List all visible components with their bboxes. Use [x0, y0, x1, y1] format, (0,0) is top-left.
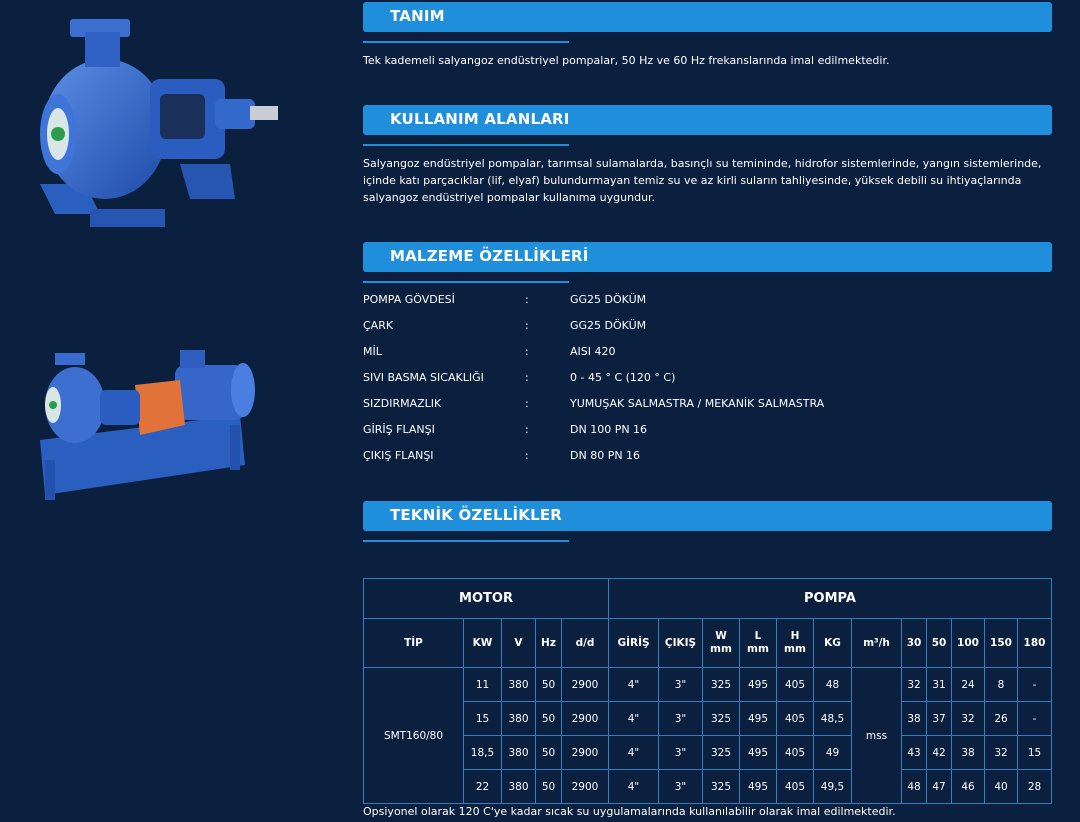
section-header-malzeme: [363, 242, 1052, 272]
cell-flow-30: 38: [902, 702, 927, 736]
section-header-tanim: [363, 2, 1052, 32]
spec-colon: :: [525, 371, 529, 384]
table-row: [364, 702, 1052, 736]
cell-v: 380: [502, 770, 536, 804]
cell-hz: 50: [536, 736, 562, 770]
header-hz: Hz: [536, 619, 562, 668]
cell-flow-50: 47: [927, 770, 952, 804]
header-l-unit: mm: [747, 643, 769, 655]
cell-hz: 50: [536, 702, 562, 736]
pump-image: [30, 14, 280, 239]
header-w-label: W: [715, 630, 727, 642]
section-title: TANIM: [390, 7, 445, 25]
table-row: [364, 668, 1052, 702]
cell-w: 325: [703, 736, 740, 770]
cell-dd: 2900: [562, 736, 609, 770]
cell-hz: 50: [536, 770, 562, 804]
spec-colon: :: [525, 423, 529, 436]
section-header-teknik: [363, 501, 1052, 531]
cell-kg: 48: [814, 668, 852, 702]
spec-colon: :: [525, 397, 529, 410]
cell-flow-150: 32: [985, 736, 1018, 770]
header-flow-50: 50: [927, 619, 952, 668]
cell-kw: 22: [464, 770, 502, 804]
spec-label: SIVI BASMA SICAKLIĞI: [363, 371, 484, 384]
cell-kg: 49: [814, 736, 852, 770]
cell-kg: 48,5: [814, 702, 852, 736]
cell-flow-100: 46: [952, 770, 985, 804]
spec-colon: :: [525, 293, 529, 306]
header-dd: d/d: [562, 619, 609, 668]
cell-kw: 15: [464, 702, 502, 736]
cell-hz: 50: [536, 668, 562, 702]
header-kg: KG: [814, 619, 852, 668]
spec-label: MİL: [363, 345, 382, 358]
cell-w: 325: [703, 770, 740, 804]
cell-cikis: 3": [659, 702, 703, 736]
section-underline: [363, 540, 569, 542]
spec-value: GG25 DÖKÜM: [570, 293, 647, 306]
section-title: KULLANIM ALANLARI: [390, 110, 570, 128]
technical-table: [363, 578, 1052, 804]
section-underline: [363, 281, 569, 283]
header-kw: KW: [464, 619, 502, 668]
cell-dd: 2900: [562, 702, 609, 736]
cell-v: 380: [502, 668, 536, 702]
table-group-row: [364, 579, 1052, 619]
cell-dd: 2900: [562, 668, 609, 702]
spec-value: GG25 DÖKÜM: [570, 319, 647, 332]
cell-flow-180: -: [1018, 668, 1052, 702]
header-flow-150: 150: [985, 619, 1018, 668]
header-flow-180: 180: [1018, 619, 1052, 668]
table-footnote: Opsiyonel olarak 120 C'ye kadar sıcak su uygulamalarında kullanılabilir olarak imal edilmektedir.: [363, 805, 896, 818]
header-w-unit: mm: [710, 643, 732, 655]
cell-v: 380: [502, 736, 536, 770]
spec-label: ÇARK: [363, 319, 394, 332]
cell-flow-30: 32: [902, 668, 927, 702]
header-tip: TİP: [364, 619, 464, 668]
cell-kw: 18,5: [464, 736, 502, 770]
kullanim-text: Salyangoz endüstriyel pompalar, tarımsal sulamalarda, basınçlı su temininde, hidrofor sistemlerinde, yangın sistemlerinde, içinde katı parçacıklar (lif, elyaf) bulundurmayan temiz su ve az kirli suların tahliyesinde, yüksek debili su ihtiyaçlarında salyangoz endüstriyel pompalar kullanıma uygundur.: [363, 157, 1042, 204]
cell-cikis: 3": [659, 736, 703, 770]
cell-giris: 4": [609, 770, 659, 804]
cell-dd: 2900: [562, 770, 609, 804]
cell-flow-100: 38: [952, 736, 985, 770]
group-header-pompa: POMPA: [609, 579, 1052, 619]
header-giris: GİRİŞ: [609, 619, 659, 668]
spec-colon: :: [525, 319, 529, 332]
cell-l: 495: [740, 736, 777, 770]
cell-flow-100: 24: [952, 668, 985, 702]
spec-label: SIZDIRMAZLIK: [363, 397, 442, 410]
cell-giris: 4": [609, 668, 659, 702]
header-m3h: m³/h: [852, 619, 902, 668]
cell-l: 495: [740, 702, 777, 736]
cell-h: 405: [777, 770, 814, 804]
header-cikis: ÇIKIŞ: [659, 619, 703, 668]
cell-l: 495: [740, 770, 777, 804]
section-title: MALZEME ÖZELLİKLERİ: [390, 247, 589, 265]
cell-flow-150: 8: [985, 668, 1018, 702]
spec-colon: :: [525, 345, 529, 358]
cell-tip: SMT160/80: [364, 668, 464, 804]
cell-h: 405: [777, 668, 814, 702]
header-h: [777, 619, 814, 668]
cell-w: 325: [703, 668, 740, 702]
spec-value: YUMUŞAK SALMASTRA / MEKANİK SALMASTRA: [570, 397, 825, 410]
cell-flow-30: 48: [902, 770, 927, 804]
header-l-label: L: [754, 630, 762, 642]
table-header-row: [364, 619, 1052, 668]
spec-value: 0 - 45 ° C (120 ° C): [570, 371, 676, 384]
section-title: TEKNİK ÖZELLİKLER: [390, 506, 563, 524]
cell-kw: 11: [464, 668, 502, 702]
table-row: [364, 770, 1052, 804]
cell-flow-150: 40: [985, 770, 1018, 804]
cell-flow-150: 26: [985, 702, 1018, 736]
section-underline: [363, 41, 569, 43]
cell-h: 405: [777, 736, 814, 770]
cell-flow-50: 42: [927, 736, 952, 770]
section-underline: [363, 144, 569, 146]
cell-giris: 4": [609, 736, 659, 770]
header-flow-30: 30: [902, 619, 927, 668]
table-row: [364, 736, 1052, 770]
cell-flow-50: 31: [927, 668, 952, 702]
cell-h: 405: [777, 702, 814, 736]
cell-cikis: 3": [659, 770, 703, 804]
pump-motor-set-image: [35, 345, 260, 505]
cell-flow-100: 32: [952, 702, 985, 736]
header-h-label: H: [790, 630, 800, 642]
cell-flow-30: 43: [902, 736, 927, 770]
tanim-text: Tek kademeli salyangoz endüstriyel pompalar, 50 Hz ve 60 Hz frekanslarında imal edilmektedir.: [363, 54, 890, 67]
cell-giris: 4": [609, 702, 659, 736]
header-v: V: [502, 619, 536, 668]
cell-v: 380: [502, 702, 536, 736]
cell-l: 495: [740, 668, 777, 702]
spec-label: POMPA GÖVDESİ: [363, 293, 455, 306]
header-l: [740, 619, 777, 668]
spec-colon: :: [525, 449, 529, 462]
spec-value: AISI 420: [570, 345, 616, 358]
section-header-kullanim: [363, 105, 1052, 135]
spec-label: GİRİŞ FLANŞI: [363, 423, 435, 436]
cell-w: 325: [703, 702, 740, 736]
spec-value: DN 100 PN 16: [570, 423, 648, 436]
cell-cikis: 3": [659, 668, 703, 702]
cell-kg: 49,5: [814, 770, 852, 804]
header-h-unit: mm: [784, 643, 806, 655]
cell-flow-50: 37: [927, 702, 952, 736]
cell-flow-180: -: [1018, 702, 1052, 736]
spec-label: ÇIKIŞ FLANŞI: [363, 449, 434, 462]
spec-value: DN 80 PN 16: [570, 449, 641, 462]
cell-flow-180: 28: [1018, 770, 1052, 804]
header-w: [703, 619, 740, 668]
cell-mss: mss: [852, 668, 902, 804]
header-flow-100: 100: [952, 619, 985, 668]
group-header-motor: MOTOR: [364, 579, 609, 619]
cell-flow-180: 15: [1018, 736, 1052, 770]
